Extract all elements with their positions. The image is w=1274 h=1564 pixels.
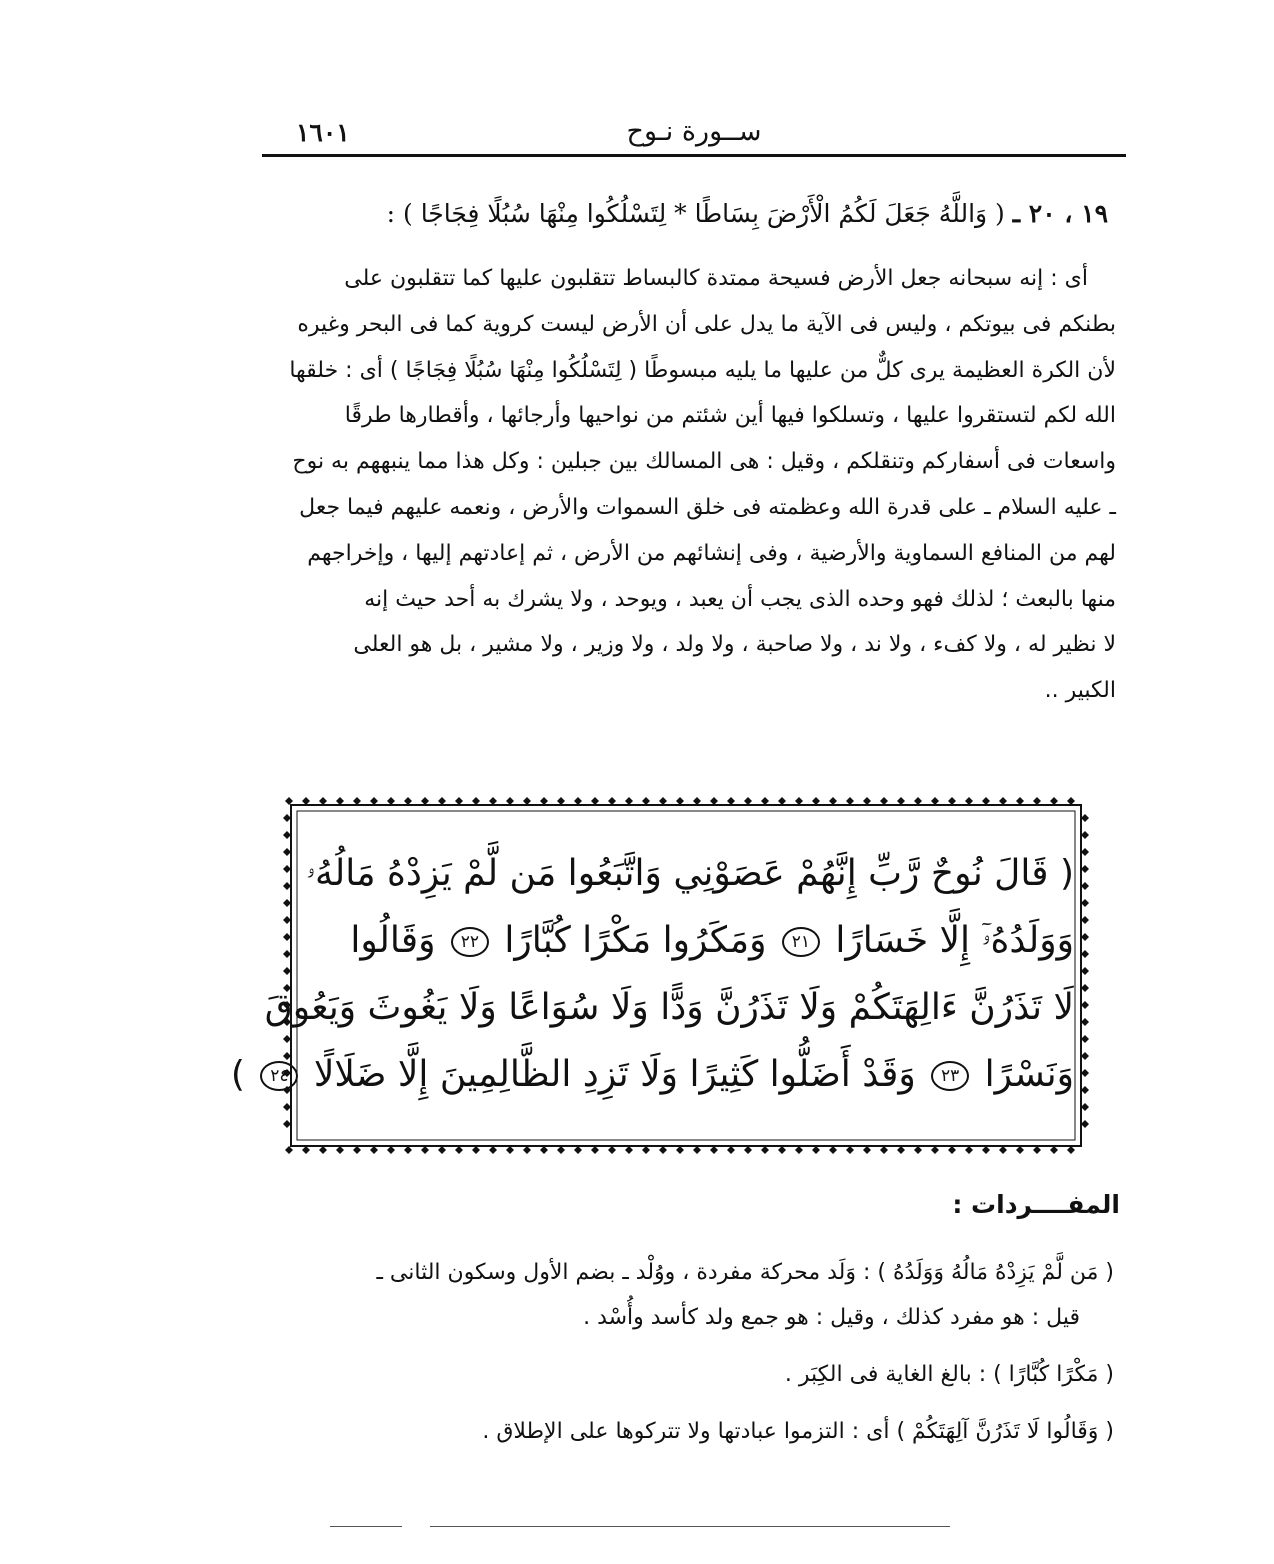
commentary-line: بطنكم فى بيوتكم ، وليس فى الآية ما يدل على أن الأرض ليست كروية كما فى البحر وغيره [297,311,1116,337]
quran-line: ( قَالَ نُوحٌ رَّبِّ إِنَّهُمْ عَصَوْنِي وَاتَّبَعُوا مَن لَّمْ يَزِدْهُ مَالُهُۥ [306,853,1074,894]
commentary-line: الله لكم لتستقروا عليها ، وتسلكوا فيها أين شئتم من نواحيها وأرجائها ، وأقطارها طرقًا [344,403,1116,429]
border-ornament [676,1146,684,1154]
border-ornament [1081,865,1089,873]
border-ornament [999,1146,1007,1154]
border-ornament [948,797,956,805]
border-ornament [948,1146,956,1154]
border-ornament [283,1120,291,1128]
commentary-line: لأن الكرة العظيمة يرى كلٌّ من عليها ما يليه مبسوطًا ( لِتَسْلُكُوا مِنْهَا سُبُلًا فِجَاجًا ) أى : خلقها [289,357,1116,383]
border-ornament [710,797,718,805]
border-ornament [625,1146,633,1154]
border-ornament [1081,950,1089,958]
border-ornament [404,1146,412,1154]
border-ornament [931,1146,939,1154]
page-number: ١٦٠١ [296,118,350,147]
border-ornament [608,797,616,805]
border-ornament [336,1146,344,1154]
border-ornament [999,797,1007,805]
border-ornament [302,1146,310,1154]
quran-line [292,907,1074,974]
surah-title: ســورة نـوح [626,116,762,147]
border-ornament [880,1146,888,1154]
border-ornament [1050,797,1058,805]
border-ornament [642,1146,650,1154]
border-ornament [283,950,291,958]
border-ornament [1067,797,1075,805]
border-ornament [863,1146,871,1154]
border-ornament [1081,967,1089,975]
border-ornament [472,797,480,805]
border-ornament [1033,797,1041,805]
border-ornament [880,797,888,805]
quran-text-segment: وَقَدْ أَضَلُّوا كَثِيرًا وَلَا تَزِدِ الظَّالِمِينَ إِلَّا ضَلَالًا [313,1054,916,1095]
ayah-number-22: ٢٢ [451,927,489,957]
vocabulary-entry: ( مَن لَّمْ يَزِدْهُ مَالُهُ وَوَلَدُهُ ) : وَلَد محركة مفردة ، ووُلْد ـ بضم الأول وسكون الثانى ـ [376,1260,1114,1285]
border-ornament [965,1146,973,1154]
border-ornament [1081,882,1089,890]
verse-heading [300,192,1108,236]
border-ornament [1081,1001,1089,1009]
border-ornament [727,1146,735,1154]
border-ornament [710,1146,718,1154]
quran-text-segment: وَقَالُوا [350,920,436,961]
border-ornament [982,1146,990,1154]
quran-verses [230,840,1074,1108]
border-ornament [965,797,973,805]
border-ornament [336,797,344,805]
border-ornament [914,1146,922,1154]
border-ornament [982,797,990,805]
border-ornament [370,797,378,805]
border-ornament [574,1146,582,1154]
border-ornament [438,1146,446,1154]
border-ornament [812,1146,820,1154]
border-ornament [914,797,922,805]
vocabulary-entry: ( مَكْرًا كُبَّارًا ) : بالغ الغاية فى الكِبَر . [784,1362,1114,1387]
border-ornament [591,797,599,805]
border-ornament [472,1146,480,1154]
border-ornament [302,797,310,805]
border-ornament [285,797,293,805]
border-ornament [283,882,291,890]
border-ornament [1081,831,1089,839]
border-ornament [506,797,514,805]
quran-line [230,1041,1074,1108]
page-header [262,112,1126,154]
quran-text-segment: ) [230,1054,245,1095]
border-ornament [387,1146,395,1154]
border-ornament [540,1146,548,1154]
quran-text-segment: وَنَسْرًا [984,1054,1074,1095]
border-ornament [1081,848,1089,856]
border-ornament [778,797,786,805]
border-ornament [1081,1103,1089,1111]
border-ornament [353,797,361,805]
border-ornament [676,797,684,805]
border-ornament [557,1146,565,1154]
vocabulary-heading: المفــــردات : [952,1190,1120,1219]
commentary-line: لا نظير له ، ولا كفء ، ولا ند ، ولا صاحبة ، ولا ولد ، ولا وزير ، ولا مشير ، بل هو العلى [353,632,1116,658]
border-ornament [744,797,752,805]
border-ornament [283,831,291,839]
border-ornament [846,797,854,805]
commentary-line: منها بالبعث ؛ لذلك فهو وحده الذى يجب أن يعبد ، ويوحد ، ولا يشرك به أحد حيث إنه [364,586,1116,612]
border-ornament [523,1146,531,1154]
border-ornament [829,1146,837,1154]
commentary-line: أى : إنه سبحانه جعل الأرض فسيحة ممتدة كالبساط تتقلبون عليها كما تتقلبون على [344,266,1088,291]
commentary-line: لهم من المنافع السماوية والأرضية ، وفى إنشائهم من الأرض ، ثم إعادتهم إليها ، وإخراجهم [307,540,1116,566]
border-ornament [283,916,291,924]
border-ornament [1033,1146,1041,1154]
border-ornament [283,899,291,907]
header-rule [262,154,1126,157]
border-ornament [1016,1146,1024,1154]
border-ornament [489,797,497,805]
verse-numbers: ١٩ ، ٢٠ ـ [1012,199,1108,228]
ayah-number-23: ٢٣ [931,1061,969,1091]
border-ornament [283,848,291,856]
border-ornament [404,797,412,805]
border-ornament [421,1146,429,1154]
ayah-number-24: ٢٤ [260,1061,298,1091]
vocabulary-entry: قيل : هو مفرد كذلك ، وقيل : هو جمع ولد كأسد وأُسْد . [583,1305,1080,1330]
border-ornament [540,797,548,805]
commentary [268,256,1116,714]
border-ornament [421,797,429,805]
commentary-line: الكبير .. [1044,678,1116,704]
border-ornament [863,797,871,805]
border-ornament [285,1146,293,1154]
border-ornament [693,1146,701,1154]
border-ornament [812,797,820,805]
border-ornament [608,1146,616,1154]
border-ornament [1081,1018,1089,1026]
border-ornament [897,797,905,805]
border-ornament [370,1146,378,1154]
border-ornament [506,1146,514,1154]
border-ornament [931,797,939,805]
border-ornament [574,797,582,805]
border-ornament [1050,1146,1058,1154]
commentary-line: واسعات فى أسفاركم وتنقلكم ، وقيل : هى المسالك بين جبلين : وكل هذا مما ينبههم به نوح [292,449,1116,475]
border-ornament [846,1146,854,1154]
border-ornament [591,1146,599,1154]
border-ornament [353,1146,361,1154]
border-ornament [283,865,291,873]
vocabulary-entry: ( وَقَالُوا لَا تَذَرُنَّ آلِهَتَكُمْ ) أى : التزموا عبادتها ولا تتركوها على الإطلاق . [482,1419,1114,1444]
border-ornament [795,797,803,805]
border-ornament [489,1146,497,1154]
ayah-number-21: ٢١ [782,927,820,957]
border-ornament [778,1146,786,1154]
footer-rule [430,1526,950,1527]
commentary-line: ـ عليه السلام ـ على قدرة الله وعظمته فى خلق السموات والأرض ، ونعمه عليهم فيما جعل [299,494,1116,520]
quran-text-segment: وَمَكَرُوا مَكْرًا كُبَّارًا [504,920,767,961]
border-ornament [1081,1086,1089,1094]
border-ornament [642,797,650,805]
border-ornament [455,1146,463,1154]
vocabulary-list [270,1250,1114,1454]
border-ornament [319,797,327,805]
border-ornament [829,797,837,805]
border-ornament [1081,814,1089,822]
border-ornament [1016,797,1024,805]
verse-heading-text: ( وَاللَّهُ جَعَلَ لَكُمُ الْأَرْضَ بِسَاطًا * لِتَسْلُكُوا مِنْهَا سُبُلًا فِجَاجًا ) : [386,199,1005,228]
border-ornament [1081,933,1089,941]
border-ornament [1067,1146,1075,1154]
border-ornament [1081,1120,1089,1128]
border-ornament [761,797,769,805]
border-ornament [897,1146,905,1154]
border-ornament [1081,984,1089,992]
border-ornament [1081,1069,1089,1077]
quran-text-segment: وَوَلَدُهُۥٓ إِلَّا خَسَارًا [835,920,1074,961]
border-ornament [659,1146,667,1154]
border-ornament [1081,1035,1089,1043]
footer-rule [330,1526,402,1527]
border-ornament [1081,1052,1089,1060]
border-ornament [795,1146,803,1154]
border-ornament [625,797,633,805]
border-ornament [438,797,446,805]
border-ornament [659,797,667,805]
border-ornament [727,797,735,805]
border-ornament [319,1146,327,1154]
border-ornament [283,933,291,941]
border-ornament [455,797,463,805]
quran-line: لَا تَذَرُنَّ ءَالِهَتَكُمْ وَلَا تَذَرُنَّ وَدًّا وَلَا سُوَاعًا وَلَا يَغُوثَ وَيَعُوقَ [264,987,1074,1028]
border-ornament [557,797,565,805]
border-ornament [693,797,701,805]
border-ornament [1081,916,1089,924]
border-ornament [744,1146,752,1154]
border-ornament [523,797,531,805]
border-ornament [761,1146,769,1154]
border-ornament [387,797,395,805]
border-ornament [1081,899,1089,907]
border-ornament [283,814,291,822]
